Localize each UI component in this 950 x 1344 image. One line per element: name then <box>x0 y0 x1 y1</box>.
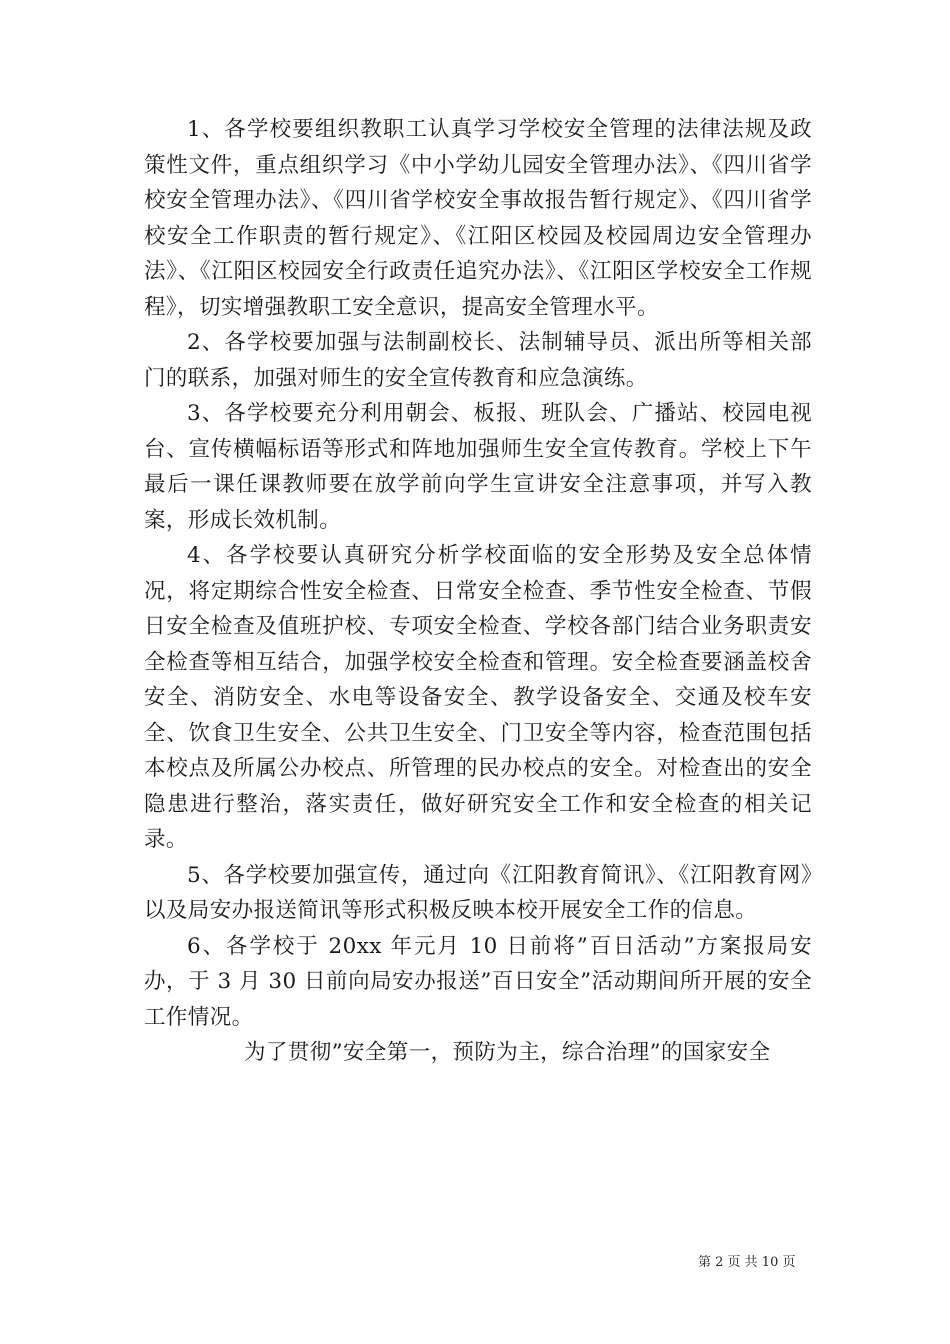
document-body <box>144 112 812 1071</box>
page-number-label: 第 2 页 共 10 页 <box>698 1255 796 1270</box>
page-number-footer <box>698 1251 795 1270</box>
paragraph-4: 4、各学校要认真研究分析学校面临的安全形势及安全总体情况，将定期综合性安全检查、日常安全检查、季节性安全检查、节假日安全检查及值班护校、专项安全检查、学校各部门结合业务职责安全检查等相互结合，加强学校安全检查和管理。安全检查要涵盖校舍安全、消防安全、水电等设备安全、教学设备安全、交通及校车安全、饮食卫生安全、公共卫生安全、门卫安全等内容，检查范围包括本校点及所属公办校点、所管理的民办校点的安全。对检查出的安全隐患进行整治，落实责任，做好研究安全工作和安全检查的相关记录。 <box>144 543 812 852</box>
paragraph-1: 1、各学校要组织教职工认真学习学校安全管理的法律法规及政策性文件，重点组织学习《中小学幼儿园安全管理办法》、《四川省学校安全管理办法》、《四川省学校安全事故报告暂行规定》、《四川省学校安全工作职责的暂行规定》、《江阳区校园及校园周边安全管理办法》、《江阳区校园安全行政责任追究办法》、《江阳区学校安全工作规程》，切实增强教职工安全意识，提高安全管理水平。 <box>144 117 812 320</box>
paragraph-3: 3、各学校要充分利用朝会、板报、班队会、广播站、校园电视台、宣传横幅标语等形式和阵地加强师生安全宣传教育。学校上下午最后一课任课教师要在放学前向学生宣讲安全注意事项，并写入教案，形成长效机制。 <box>144 401 812 533</box>
paragraph-7: 为了贯彻”安全第一，预防为主，综合治理”的国家安全 <box>244 1040 771 1065</box>
paragraph-2: 2、各学校要加强与法制副校长、法制辅导员、派出所等相关部门的联系，加强对师生的安全宣传教育和应急演练。 <box>144 330 812 391</box>
paragraph-5: 5、各学校要加强宣传，通过向《江阳教育简讯》、《江阳教育网》以及局安办报送简讯等形式积极反映本校开展安全工作的信息。 <box>144 862 812 923</box>
paragraph-6: 6、各学校于 20xx 年元月 10 日前将”百日活动”方案报局安办，于 3 月 30 日前向局安办报送”百日安全”活动期间所开展的安全工作情况。 <box>144 933 812 1030</box>
